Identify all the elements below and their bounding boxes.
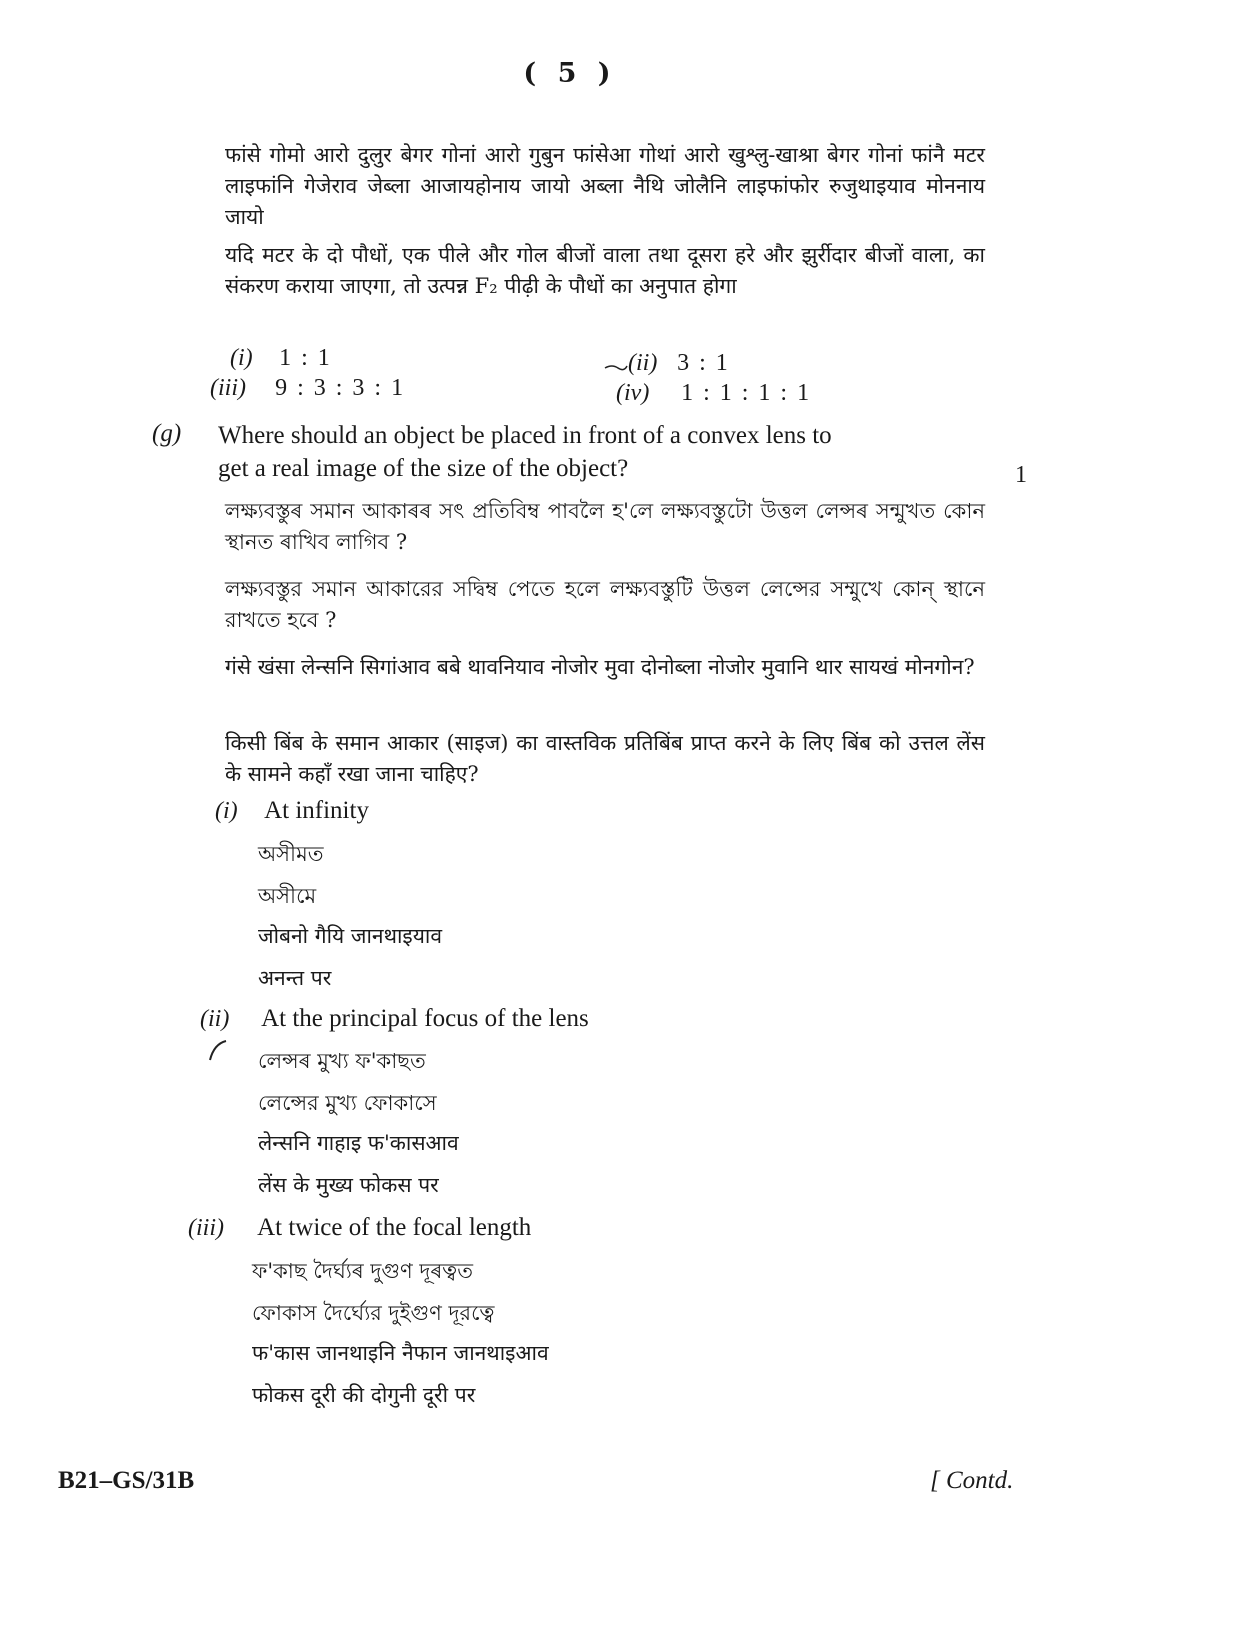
option-2-bengali: লেন্সের মুখ্য ফোকাসে — [258, 1091, 437, 1115]
question-hindi: किसी बिंब के समान आकार (साइज) का वास्तविक प्रतिबिंब प्राप्त करने के लिए बिंब को उत्तल लेंस के सामने कहाँ रखा जाना चाहिए? — [225, 731, 985, 786]
option-2-hindi: लेंस के मुख्य फोकस पर — [258, 1173, 439, 1197]
question-assamese: লক্ষ্যবস্তুৰ সমান আকাৰৰ সৎ প্ৰতিবিম্ব পাবলৈ হ'লে লক্ষ্যবস্তুটো উত্তল লেন্সৰ সন্মুখত কোন স্থানত ৰাখিব লাগিব ? — [225, 499, 985, 554]
question-label: (g) — [152, 420, 182, 447]
question-marks: 1 — [1015, 462, 1027, 488]
option-number: (ii) — [628, 350, 658, 376]
option-1-bengali: অসীমে — [258, 884, 317, 908]
option-number: (iii) — [210, 375, 246, 401]
option-2-bodo: लेन्सनि गाहाइ फ'कासआव — [258, 1131, 459, 1155]
paper-code: B21–GS/31B — [58, 1467, 195, 1494]
option-3-english — [188, 1214, 531, 1242]
option-text: 1 : 1 — [279, 345, 332, 371]
prev-option-1 — [230, 345, 332, 372]
option-number: (ii) — [200, 1006, 230, 1032]
question-english-line-2: get a real image of the size of the object? — [218, 455, 629, 482]
page-number: ( 5 ) — [523, 58, 617, 89]
option-text: At twice of the focal length — [257, 1214, 532, 1241]
option-text: 3 : 1 — [677, 350, 730, 376]
prev-option-2 — [628, 350, 730, 377]
prev-question-bodo: फांसे गोमो आरो दुलुर बेगर गोनां आरो गुबुन फांसेआ गोथां आरो खुश्लु-खाश्रा बेगर गोनां फांनै मटर लाइफांनि गेजेराव जेब्ला आजायहोनाय जायो अब्ला नैथि जोलैनि लाइफांफोर रुजुथाइयाव मोननाय जायो — [225, 143, 985, 229]
prev-option-3 — [210, 375, 405, 402]
option-2-english — [200, 1005, 589, 1033]
prev-question-hindi: यदि मटर के दो पौधों, एक पीले और गोल बीजों वाला तथा दूसरा हरे और झुर्रीदार बीजों वाला, का संकरण कराया जाएगा, तो उत्पन्न F₂ पीढ़ी के पौधों का अनुपात होगा — [225, 243, 985, 298]
option-3-hindi: फोकस दूरी की दोगुनी दूरी पर — [252, 1383, 476, 1407]
option-number: (iv) — [616, 380, 650, 406]
option-text: 1 : 1 : 1 : 1 — [681, 380, 812, 406]
option-3-bodo: फ'कास जानथाइनि नैफान जानथाइआव — [252, 1341, 549, 1365]
option-3-bengali: ফোকাস দৈর্ঘ্যের দুইগুণ দূরত্বে — [252, 1301, 495, 1325]
continued-label: [ Contd. — [930, 1467, 1014, 1494]
option-number: (iii) — [188, 1215, 224, 1241]
option-2-assamese: লেন্সৰ মুখ্য ফ'কাছত — [258, 1049, 426, 1073]
option-3-assamese: ফ'কাছ দৈৰ্ঘ্যৰ দুগুণ দূৰত্বত — [252, 1259, 473, 1283]
option-text: 9 : 3 : 3 : 1 — [275, 375, 406, 401]
tick-mark-icon — [206, 1038, 232, 1064]
option-text: At the principal focus of the lens — [261, 1005, 589, 1032]
option-number: (i) — [215, 798, 238, 824]
option-number: (i) — [230, 345, 253, 371]
question-bodo: गंसे खंसा लेन्सनि सिगांआव बबे थावनियाव नोजोर मुवा दोनोब्ला नोजोर मुवानि थार सायखं मोनगोन? — [225, 655, 975, 679]
question-bengali: লক্ষ্যবস্তুর সমান আকারের সদ্বিম্ব পেতে হলে লক্ষ্যবস্তুটি উত্তল লেন্সের সম্মুখে কোন্ স্থানে রাখতে হবে ? — [225, 577, 985, 632]
option-1-assamese: অসীমত — [258, 842, 324, 866]
option-1-english — [215, 797, 369, 825]
option-text: At infinity — [264, 797, 369, 824]
prev-option-4 — [616, 380, 811, 407]
question-english-line-1: Where should an object be placed in front of a convex lens to — [218, 422, 832, 449]
option-1-bodo: जोबनो गैयि जानथाइयाव — [258, 924, 443, 948]
option-1-hindi: अनन्त पर — [258, 966, 332, 990]
tick-mark-icon — [604, 362, 628, 376]
